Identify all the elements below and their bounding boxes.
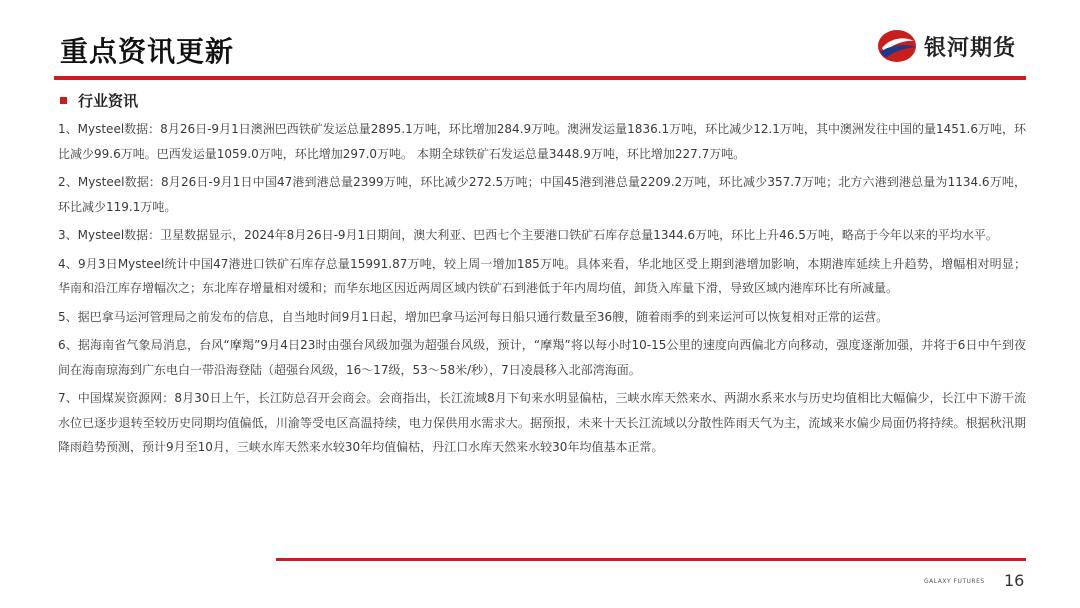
footer-divider <box>276 558 1026 561</box>
news-item: 4、9月3日Mysteel统计中国47港进口铁矿石库存总量15991.87万吨，较上周一增加185万吨。具体来看，华北地区受上期到港增加影响，本期港库延续上升趋势，增幅相对明显；华南和沿江库存增幅次之；东北库存增量相对缓和；而华东地区因近两周区域内铁矿石到港低于年内周均值，卸货入库量下滑，导致区域内港库环比有所减量。 <box>58 256 1026 295</box>
news-list <box>58 117 1026 464</box>
news-item: 7、中国煤炭资源网：8月30日上午，长江防总召开会商会。会商指出，长江流域8月下旬来水明显偏枯，三峡水库天然来水、两湖水系来水与历史均值相比大幅偏少，长江中下游干流水位已逐步退转至较历史同期均值偏低，川渝等受电区高温持续，电力保供用水需求大。据预报，未来十天长江流域以分散性阵雨天气为主，流域来水偏少局面仍将持续。根据秋汛期降雨趋势预测，预计9月至10月，三峡水库天然来水较30年均值偏枯，丹江口水库天然来水较30年均值基本正常。 <box>58 391 1026 454</box>
square-bullet-icon <box>60 97 67 104</box>
logo <box>876 28 1016 64</box>
news-item: 5、据巴拿马运河管理局之前发布的信息，自当地时间9月1日起，增加巴拿马运河每日船只通行数量至36艘，随着雨季的到来运河可以恢复相对正常的运营。 <box>58 309 889 324</box>
page-title: 重点资讯更新 <box>60 35 235 68</box>
section-title: 行业资讯 <box>78 91 139 110</box>
news-item: 3、Mysteel数据：卫星数据显示，2024年8月26日-9月1日期间，澳大利亚、巴西七个主要港口铁矿石库存总量1344.6万吨，环比上升46.5万吨，略高于今年以来的平均水平。 <box>58 228 998 242</box>
footer-brand: GALAXY FUTURES <box>924 578 985 585</box>
header-divider <box>54 76 1026 80</box>
logo-text: 银河期货 <box>924 35 1017 61</box>
news-item: 2、Mysteel数据：8月26日-9月1日中国47港到港总量2399万吨，环比减少272.5万吨；中国45港到港总量2209.2万吨，环比减少357.7万吨；北方六港到港总量为1134.6万吨，环比减少119.1万吨。 <box>58 175 1026 214</box>
news-item: 1、Mysteel数据：8月26日-9月1日澳洲巴西铁矿发运总量2895.1万吨，环比增加284.9万吨。澳洲发运量1836.1万吨，环比减少12.1万吨，其中澳洲发往中国的量1451.6万吨，环比减少99.6万吨。巴西发运量1059.0万吨，环比增加297.0万吨。 本期全球铁矿石发运总量3448.9万吨，环比增加227.7万吨。 <box>58 122 1026 161</box>
galaxy-logo-icon <box>876 28 918 64</box>
section-header <box>60 90 138 110</box>
page-number: 16 <box>1004 571 1025 590</box>
news-item: 6、据海南省气象局消息，台风“摩羯”9月4日23时由强台风级加强为超强台风级，预计，“摩羯”将以每小时10-15公里的速度向西偏北方向移动，强度逐渐加强，并将于6日中午到夜间在海南琼海到广东电白一带沿海登陆（超强台风级，16～17级，53～58米/秒），7日凌晨移入北部湾海面。 <box>58 338 1026 377</box>
